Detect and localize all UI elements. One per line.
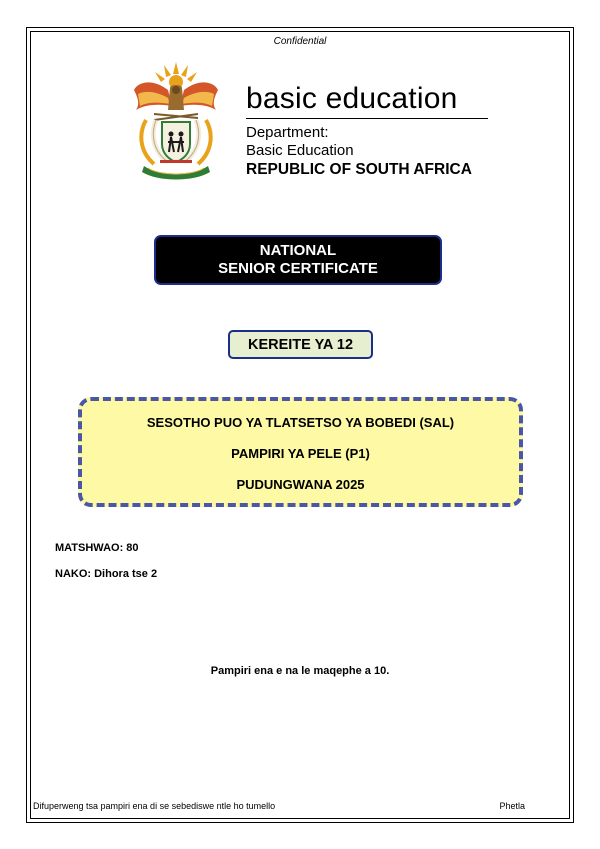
turn-over-label: Phetla — [499, 801, 525, 811]
certificate-line-2: SENIOR CERTIFICATE — [218, 260, 378, 277]
confidential-label: Confidential — [273, 36, 327, 47]
certificate-banner — [154, 235, 442, 285]
department-name: Basic Education — [246, 142, 354, 159]
time-info: NAKO: Dihora tse 2 — [55, 568, 158, 580]
south-africa-coat-of-arms-icon — [124, 60, 228, 184]
department-branding — [246, 82, 488, 179]
certificate-line-1: NATIONAL — [259, 242, 337, 259]
subject-box — [78, 397, 523, 507]
brand-underline — [246, 118, 488, 119]
brand-title: basic education — [246, 82, 458, 115]
exam-session: PUDUNGWANA 2025 — [236, 477, 365, 492]
grade-label: KEREITE YA 12 — [247, 336, 354, 353]
department-label: Department: — [246, 124, 329, 141]
paper-name: PAMPIRI YA PELE (P1) — [231, 446, 370, 461]
subject-name: SESOTHO PUO YA TLATSETSO YA BOBEDI (SAL) — [146, 415, 455, 430]
copyright-notice: Difuperweng tsa pampiri ena di se sebediswe ntle ho tumello — [33, 801, 276, 811]
country-name: REPUBLIC OF SOUTH AFRICA — [246, 161, 472, 178]
grade-badge — [228, 330, 373, 359]
page-count-note: Pampiri ena e na le maqephe a 10. — [210, 665, 390, 677]
marks-info: MATSHWAO: 80 — [55, 542, 139, 554]
